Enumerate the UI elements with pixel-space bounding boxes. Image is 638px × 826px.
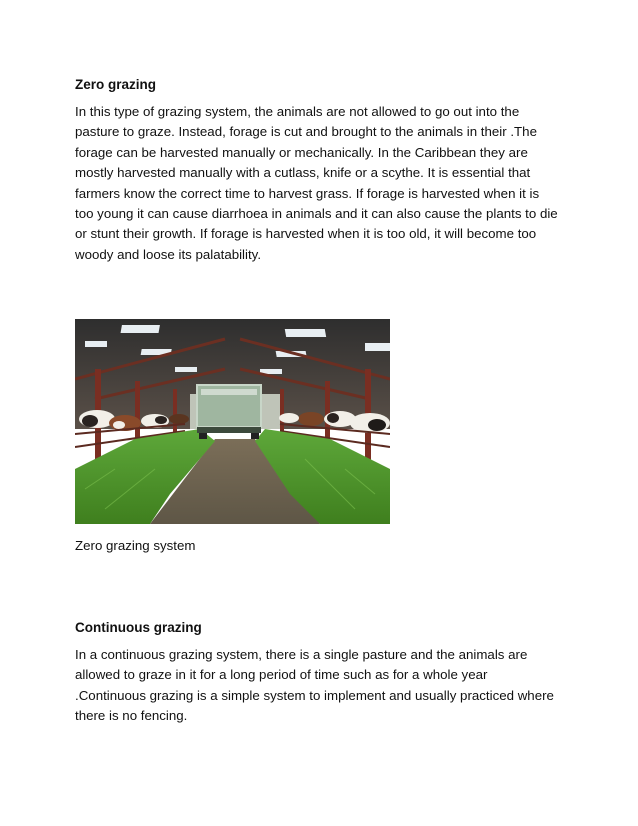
paragraph-line: woody and loose its palatability. [75,246,262,262]
continuous-grazing-paragraph [75,645,567,727]
paragraph-line: farmers know the correct time to harvest grass. If forage is harvested when it is [75,185,540,201]
paragraph-line: too young it can cause diarrhoea in animals and it can also cause the plants to die [75,206,558,222]
paragraph-line: there is no fencing. [75,708,188,724]
paragraph-line: mostly harvested manually with a cutlass, knife or a scythe. It is essential that [75,165,531,181]
paragraph-line: In a continuous grazing system, there is a single pasture and the animals are [75,647,528,662]
paragraph-line: .Continuous grazing is a simple system to implement and usually practiced where [75,687,554,703]
paragraph-line: pasture to graze. Instead, forage is cut and brought to the animals in their .The [75,124,537,140]
section-heading-continuous-grazing: Continuous grazing [75,620,202,635]
figure-caption: Zero grazing system [75,538,196,553]
paragraph-line: or stunt their growth. If forage is harvested when it is too old, it will become too [75,226,537,242]
paragraph-line: allowed to graze in it for a long period of time such as for a whole year [75,667,488,683]
zero-grazing-photo [75,319,390,524]
barn-illustration [75,319,390,524]
paragraph-line: In this type of grazing system, the animals are not allowed to go out into the [75,104,520,119]
section-heading-zero-grazing: Zero grazing [75,77,157,92]
zero-grazing-paragraph [75,102,567,265]
paragraph-line: forage can be harvested manually or mechanically. In the Caribbean they are [75,144,528,160]
